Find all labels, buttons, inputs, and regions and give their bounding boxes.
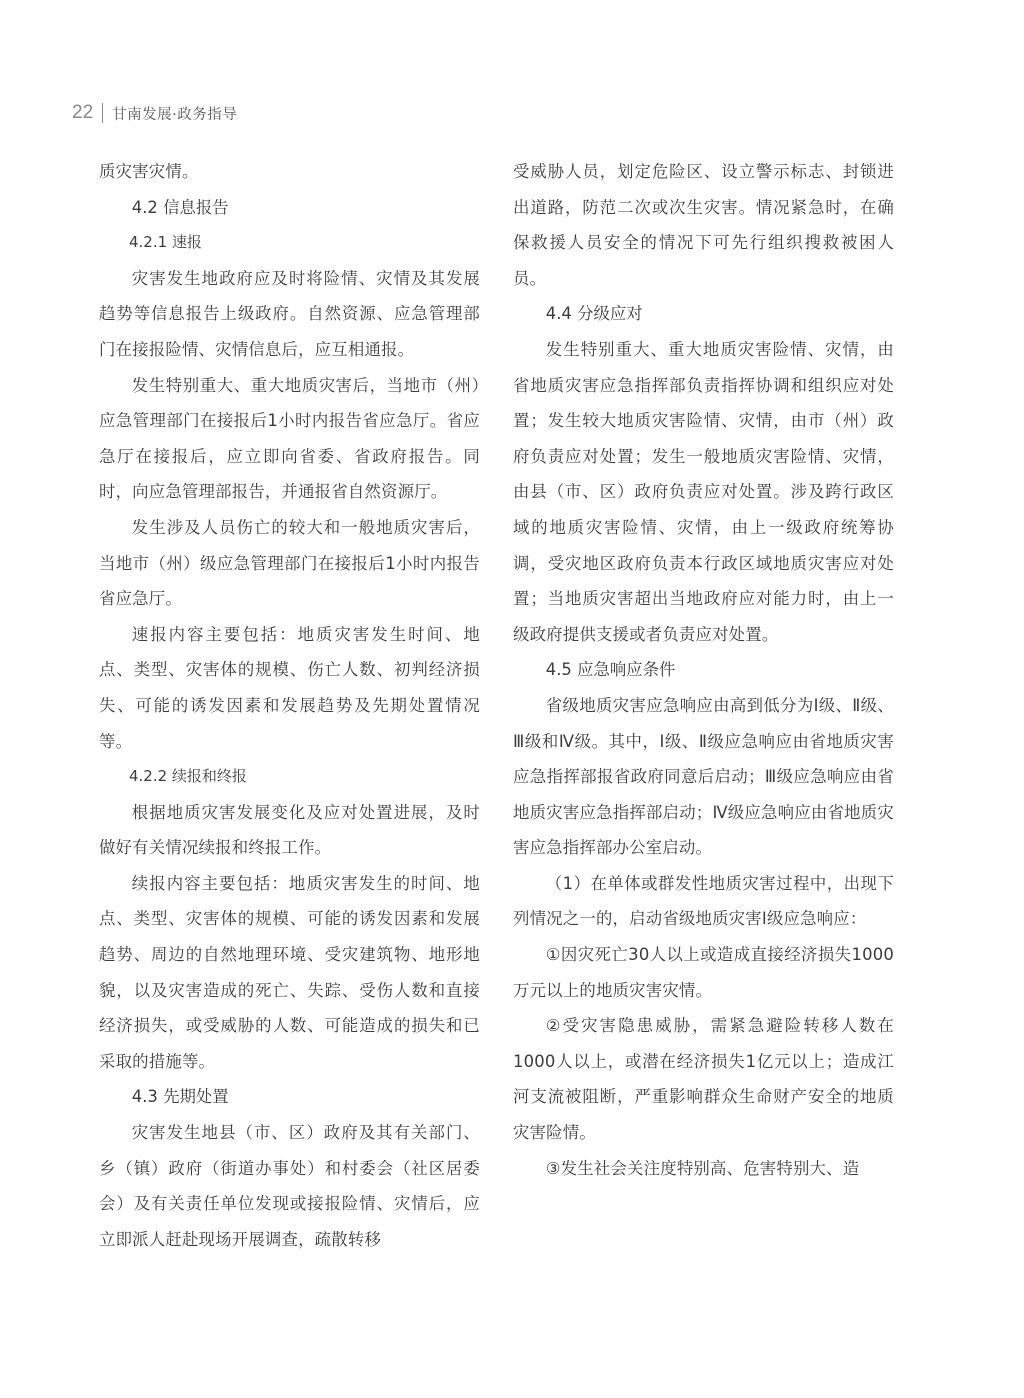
section-heading-4-4: 4.4 分级应对 — [545, 304, 643, 324]
section-heading-4-2-1: 4.2.1 速报 — [129, 233, 202, 252]
paragraph: 发生涉及人员伤亡的较大和一般地质灾害后，当地市（州）级应急管理部门在接报后1小时内报告省应急厅。 — [99, 517, 480, 609]
section-heading-4-5: 4.5 应急响应条件 — [545, 660, 676, 680]
paragraph: 灾害发生地政府应及时将险情、灾情及其发展趋势等信息报告上级政府。自然资源、应急管理部门在接报险情、灾情信息后，应互相通报。 — [99, 268, 480, 359]
header-divider — [102, 103, 103, 123]
paragraph: ②受灾害隐患威胁，需紧急避险转移人数在1000人以上，或潜在经济损失1亿元以上；造成江河支流被阻断，严重影响群众生命财产安全的地质灾害险情。 — [513, 1016, 894, 1143]
section-heading-4-2: 4.2 信息报告 — [131, 197, 229, 217]
page-number: 22 — [72, 102, 94, 123]
left-column — [99, 154, 480, 1257]
paragraph: 受威胁人员，划定危险区、设立警示标志、封锁进出道路，防范二次或次生灾害。情况紧急时，在确保救援人员安全的情况下可先行组织搜救被困人员。 — [513, 162, 894, 288]
paragraph: 质灾害灾情。 — [99, 162, 199, 181]
section-heading-4-2-2: 4.2.2 续报和终报 — [129, 767, 247, 786]
paragraph: 速报内容主要包括：地质灾害发生时间、地点、类型、灾害体的规模、伤亡人数、初判经济损失、可能的诱发因素和发展趋势及先期处置情况等。 — [99, 624, 480, 751]
section-heading-4-3: 4.3 先期处置 — [131, 1087, 229, 1107]
paragraph: （1）在单体或群发性地质灾害过程中，出现下列情况之一的，启动省级地质灾害Ⅰ级应急响应： — [513, 873, 894, 929]
paragraph: 发生特别重大、重大地质灾害险情、灾情，由省地质灾害应急指挥部负责指挥协调和组织应对处置；发生较大地质灾害险情、灾情，由市（州）政府负责应对处置；发生一般地质灾害险情、灾情，由县（市、区）政府负责应对处置。涉及跨行政区域的地质灾害险情、灾情，由上一级政府统筹协调，受灾地区政府负责本行政区域地质灾害应对处置；当地质灾害超出当地政府应对能力时，由上一级政府提供支援或者负责应对处置。 — [513, 339, 894, 644]
paragraph: 省级地质灾害应急响应由高到低分为Ⅰ级、Ⅱ级、Ⅲ级和Ⅳ级。其中，Ⅰ级、Ⅱ级应急响应由省地质灾害应急指挥部报省政府同意后启动；Ⅲ级应急响应由省地质灾害应急指挥部启动；Ⅳ级应急响应由省地质灾害应急指挥部办公室启动。 — [513, 695, 894, 858]
paragraph: 续报内容主要包括：地质灾害发生的时间、地点、类型、灾害体的规模、可能的诱发因素和发展趋势、周边的自然地理环境、受灾建筑物、地形地貌，以及灾害造成的死亡、失踪、受伤人数和直接经济损失，或受威胁的人数、可能造成的损失和已采取的措施等。 — [99, 873, 480, 1071]
paragraph: 根据地质灾害发展变化及应对处置进展，及时做好有关情况续报和终报工作。 — [99, 802, 480, 858]
right-column — [513, 154, 894, 1186]
paragraph: ①因灾死亡30人以上或造成直接经济损失1000万元以上的地质灾害灾情。 — [513, 945, 894, 1000]
running-header — [72, 96, 237, 130]
paragraph: ③发生社会关注度特别高、危害特别大、造 — [545, 1158, 860, 1178]
paragraph: 发生特别重大、重大地质灾害后，当地市（州）应急管理部门在接报后1小时内报告省应急厅。省应急厅在接报后，应立即向省委、省政府报告。同时，向应急管理部报告，并通报省自然资源厅。 — [99, 375, 480, 502]
paragraph: 灾害发生地县（市、区）政府及其有关部门、乡（镇）政府（街道办事处）和村委会（社区居委会）及有关责任单位发现或接报险情、灾情后，应立即派人赶赴现场开展调查，疏散转移 — [99, 1123, 480, 1249]
running-title: 甘南发展·政务指导 — [112, 106, 238, 123]
